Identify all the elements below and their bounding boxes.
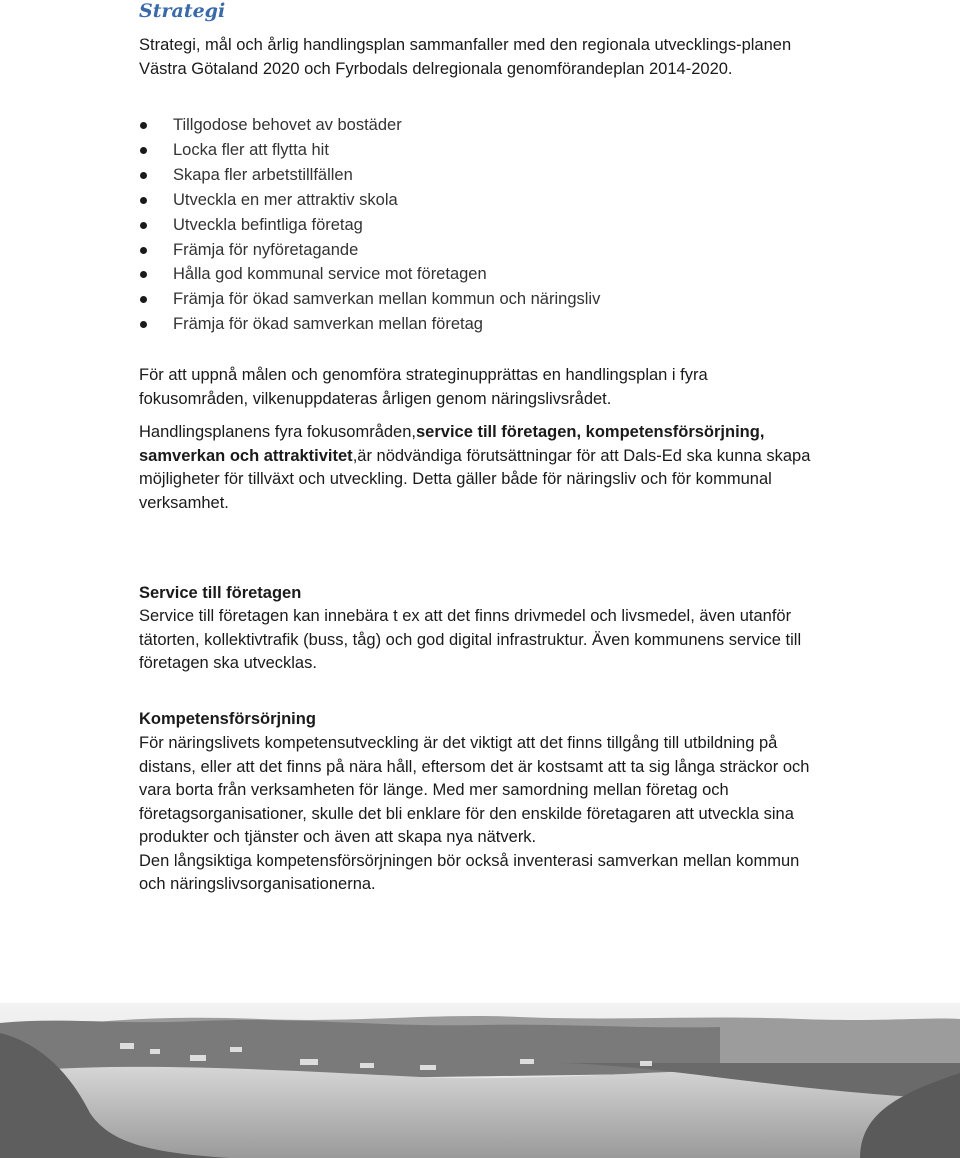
- bullet-icon: [140, 321, 147, 328]
- list-item: Främja för nyföretagande: [139, 238, 600, 263]
- plan-lead-text: Handlingsplanens fyra fokusområden,: [139, 423, 416, 441]
- bullet-icon: [140, 247, 147, 254]
- bullet-icon: [140, 147, 147, 154]
- plan-rest-text: ,är nödvändiga förutsättningar för att Dals-Ed ska kunna skapa möjligheter för tillväxt och utveckling. Detta gäller både för näringsliv och för kommunal verksamhet.: [139, 446, 811, 512]
- lake-town-aerial-photo: [0, 1003, 960, 1158]
- service-heading: Service till företagen: [139, 584, 302, 602]
- goals-paragraph: För att uppnå målen och genomföra strateginupprättas en handlingsplan i fyra fokusområden, vilkenuppdateras årligen genom näringslivsrådet.: [139, 366, 708, 408]
- list-item: Skapa fler arbetstillfällen: [139, 163, 600, 188]
- kompetens-text-1: För näringslivets kompetensutveckling är det viktigt att det finns tillgång till utbildning på distans, eller att det finns på nära håll, eftersom det är kostsamt att ta sig långa sträckor och vara borta från verksamheten för länge. Med mer samordning mellan företag och företagsorganisationer, skulle det bli enklare för den enskilde företagaren att utveckla sina produkter och tjänster och även att skapa nya nätverk.: [139, 734, 810, 846]
- kompetens-text-2: Den långsiktiga kompetensförsörjningen bör också inventerasi samverkan mellan kommun och näringslivsorganisationerna.: [139, 851, 800, 893]
- bullet-icon: [140, 172, 147, 179]
- list-item: Främja för ökad samverkan mellan företag: [139, 312, 600, 337]
- list-item: Utveckla befintliga företag: [139, 213, 600, 238]
- bullet-icon: [140, 122, 147, 129]
- section-heading-strategi: Strategi: [139, 0, 226, 22]
- goals-list: [139, 113, 600, 337]
- bullet-icon: [140, 271, 147, 278]
- plan-paragraph: [139, 421, 819, 515]
- bullet-icon: [140, 222, 147, 229]
- bullet-icon: [140, 197, 147, 204]
- intro-paragraph: Strategi, mål och årlig handlingsplan sammanfaller med den regionala utvecklings-planen Västra Götaland 2020 och Fyrbodals delregionala genomförandeplan 2014-2020.: [139, 36, 792, 78]
- list-item: Tillgodose behovet av bostäder: [139, 113, 600, 138]
- list-item: Utveckla en mer attraktiv skola: [139, 188, 600, 213]
- kompetens-heading: Kompetensförsörjning: [139, 710, 316, 728]
- service-paragraph: Service till företagen kan innebära t ex att det finns drivmedel och livsmedel, även utanför tätorten, kollektivtrafik (buss, tåg) och god digital infrastruktur. Även kommunens service till företagen ska utvecklas.: [139, 607, 802, 672]
- bullet-icon: [140, 296, 147, 303]
- kompetens-paragraph: [139, 732, 829, 897]
- list-item: Främja för ökad samverkan mellan kommun och näringsliv: [139, 287, 600, 312]
- list-item: Locka fler att flytta hit: [139, 138, 600, 163]
- plan-focus-areas: service till företagen, kompetensförsörjning, samverkan och attraktivitet: [139, 423, 765, 465]
- list-item: Hålla god kommunal service mot företagen: [139, 262, 600, 287]
